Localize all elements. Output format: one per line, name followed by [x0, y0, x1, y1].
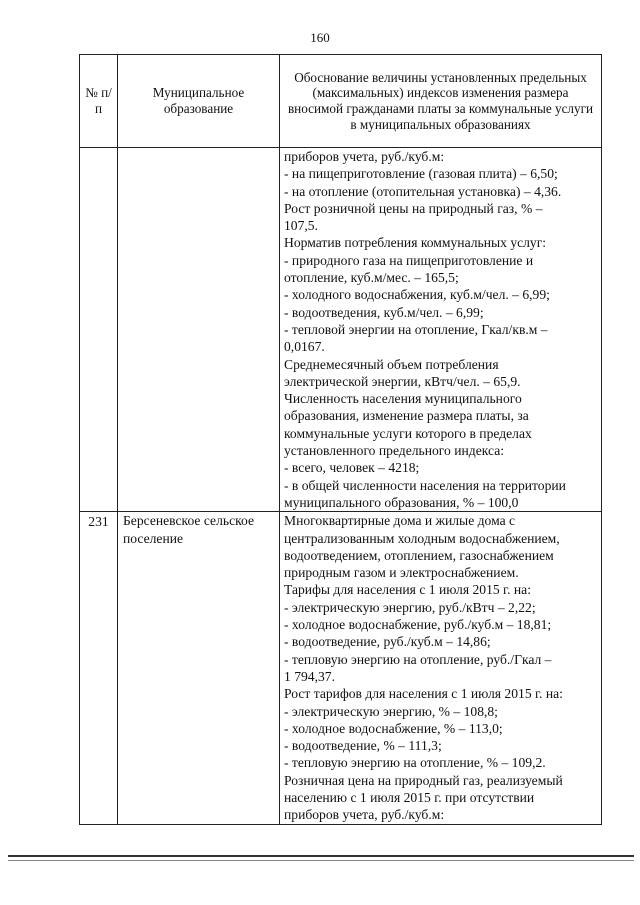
justification-line: - водоотведения, куб.м/чел. – 6,99;: [284, 304, 484, 320]
justification-line: 107,5.: [284, 218, 318, 234]
header-number-cell: [80, 55, 118, 148]
justification-line: населению с 1 июля 2015 г. при отсутствии: [284, 789, 535, 805]
justification-line: приборов учета, руб./куб.м:: [284, 807, 445, 823]
justification-line: - на отопление (отопительная установка) – 4,36.: [284, 183, 562, 199]
justification-line: - холодного водоснабжения, куб.м/чел. – 6,99;: [284, 287, 550, 303]
justification-line: 1 794,37.: [284, 668, 335, 684]
justification-line: централизованным холодным водоснабжением,: [284, 530, 560, 546]
justification-line: Тарифы для населения с 1 июля 2015 г. на:: [284, 582, 531, 598]
table-header-row: [80, 55, 602, 148]
justification-line: - электрическую энергию, % – 108,8;: [284, 703, 498, 719]
justification-line: - электрическую энергию, руб./кВтч – 2,22;: [284, 599, 536, 615]
justification-line: - тепловой энергии на отопление, Гкал/кв.м –: [284, 321, 548, 337]
justification-line: Норматив потребления коммунальных услуг:: [284, 235, 547, 251]
row-number-cell: [80, 148, 118, 512]
justification-cell: [280, 512, 602, 824]
justification-line: установленного предельного индекса:: [284, 443, 505, 459]
table-row: [80, 148, 602, 512]
municipality-cell: [118, 512, 280, 824]
tariff-justification-table: [79, 54, 602, 825]
header-municipality: Муниципальное образование: [152, 85, 245, 116]
justification-line: - природного газа на пищеприготовление и: [284, 252, 534, 268]
justification-line: Розничная цена на природный газ, реализуемый: [284, 772, 563, 788]
header-justification-cell: [280, 55, 602, 148]
justification-line: образования, изменение размера платы, за: [284, 408, 529, 424]
bottom-rule-thin: [8, 860, 634, 861]
header-justification: Обоснование величины установленных предельных (максимальных) индексов изменения размера вносимой гражданами платы за коммунальные услуги в муниципальных образованиях: [287, 69, 594, 132]
justification-line: - водоотведение, % – 111,3;: [284, 738, 442, 754]
justification-line: Среднемесячный объем потребления: [284, 356, 499, 372]
justification-line: отопление, куб.м/мес. – 165,5;: [284, 270, 459, 286]
justification-line: Многоквартирные дома и жилые дома с: [284, 513, 516, 529]
row-number: 231: [88, 514, 109, 530]
justification-line: - на пищеприготовление (газовая плита) – 6,50;: [284, 166, 558, 182]
justification-line: муниципального образования, % – 100,0: [284, 494, 519, 510]
page-number: 160: [310, 30, 330, 45]
justification-line: - холодное водоснабжение, % – 113,0;: [284, 720, 503, 736]
justification-line: - тепловую энергию на отопление, руб./Гкал –: [284, 651, 552, 667]
justification-line: Рост розничной цены на природный газ, % –: [284, 200, 543, 216]
justification-line: приборов учета, руб./куб.м:: [284, 149, 445, 164]
justification-line: - холодное водоснабжение, руб./куб.м – 18,81;: [284, 617, 552, 633]
justification-line: Рост тарифов для населения с 1 июля 2015 г. на:: [284, 686, 563, 702]
justification-line: природным газом и электроснабжением.: [284, 565, 519, 581]
justification-cell: [280, 148, 602, 512]
bottom-rule: [8, 855, 634, 857]
municipality-cell: [118, 148, 280, 512]
header-municipality-cell: [118, 55, 280, 148]
justification-line: электрической энергии, кВтч/чел. – 65,9.: [284, 373, 521, 389]
justification-line: - водоотведение, руб./куб.м – 14,86;: [284, 634, 491, 650]
justification-line: коммунальные услуги которого в пределах: [284, 425, 532, 441]
justification-line: - всего, человек – 4218;: [284, 460, 420, 476]
table-row: [80, 512, 602, 824]
justification-line: 0,0167.: [284, 339, 325, 355]
row-number-cell: [80, 512, 118, 824]
justification-line: Численность населения муниципального: [284, 391, 522, 407]
justification-line: - в общей численности населения на территории: [284, 477, 566, 493]
justification-line: водоотведением, отоплением, газоснабжением: [284, 547, 554, 563]
justification-line: - тепловую энергию на отопление, % – 109,2.: [284, 755, 546, 771]
municipality-name: Берсеневское сельское поселение: [123, 513, 255, 546]
header-number: № п/п: [85, 85, 112, 116]
